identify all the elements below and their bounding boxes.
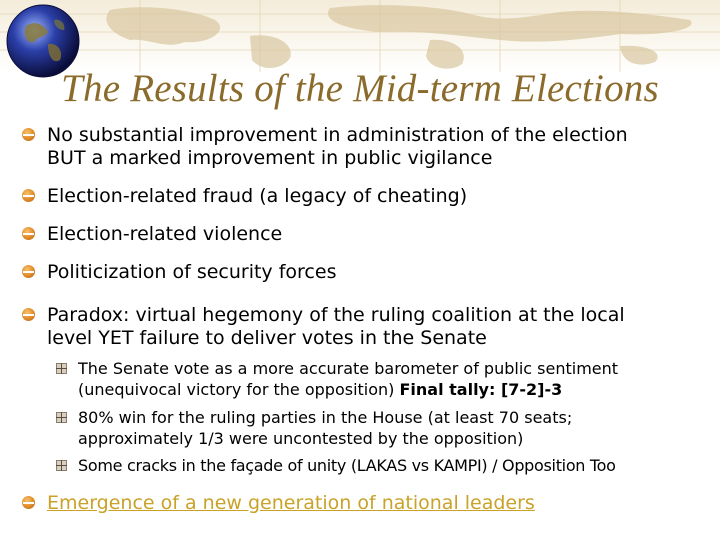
sub-bullet-icon	[56, 460, 67, 471]
sub-bullet-item	[56, 407, 716, 449]
bullet-item	[22, 223, 712, 246]
world-map-banner	[0, 0, 720, 72]
bullet-text: level YET failure to deliver votes in the Senate	[47, 327, 487, 349]
sub-bullet-icon	[56, 363, 67, 374]
bullet-icon	[22, 496, 35, 509]
bullet-text: BUT a marked improvement in public vigilance	[47, 147, 493, 169]
sub-bullet-item	[56, 455, 716, 476]
bullet-item	[22, 185, 712, 208]
bullet-text: Election-related violence	[47, 223, 283, 245]
bullet-icon	[22, 227, 35, 240]
bullet-icon	[22, 189, 35, 202]
bullet-item	[22, 492, 712, 515]
bullet-item	[22, 124, 712, 170]
bullet-icon	[22, 265, 35, 278]
bullet-item	[22, 261, 712, 284]
sub-bullet-text-plain: (unequivocal victory for the opposition)	[78, 380, 400, 399]
bullet-icon	[22, 128, 35, 141]
bullet-item	[22, 304, 712, 350]
sub-bullet-item	[56, 358, 716, 400]
slide-title: The Results of the Mid-term Elections	[61, 67, 659, 110]
sub-bullet-text: Some cracks in the façade of unity (LAKAS vs KAMPI) / Opposition Too	[78, 456, 616, 475]
sub-bullet-text: approximately 1/3 were uncontested by the opposition)	[78, 429, 524, 448]
map-background	[0, 0, 720, 72]
bullet-text: No substantial improvement in administration of the election	[47, 124, 628, 146]
bullet-text: Politicization of security forces	[47, 261, 337, 283]
final-tally: Final tally: [7-2]-3	[399, 380, 563, 399]
sub-bullet-text: The Senate vote as a more accurate barometer of public sentiment	[78, 359, 619, 378]
sub-bullet-text: 80% win for the ruling parties in the House (at least 70 seats;	[78, 408, 573, 427]
sub-bullet-text	[56, 379, 716, 400]
sub-bullet-icon	[56, 412, 67, 423]
bullet-text: Election-related fraud (a legacy of cheating)	[47, 185, 468, 207]
emergence-link[interactable]: Emergence of a new generation of national leaders	[47, 492, 535, 514]
bullet-icon	[22, 308, 35, 321]
bullet-text: Paradox: virtual hegemony of the ruling coalition at the local	[47, 304, 625, 326]
